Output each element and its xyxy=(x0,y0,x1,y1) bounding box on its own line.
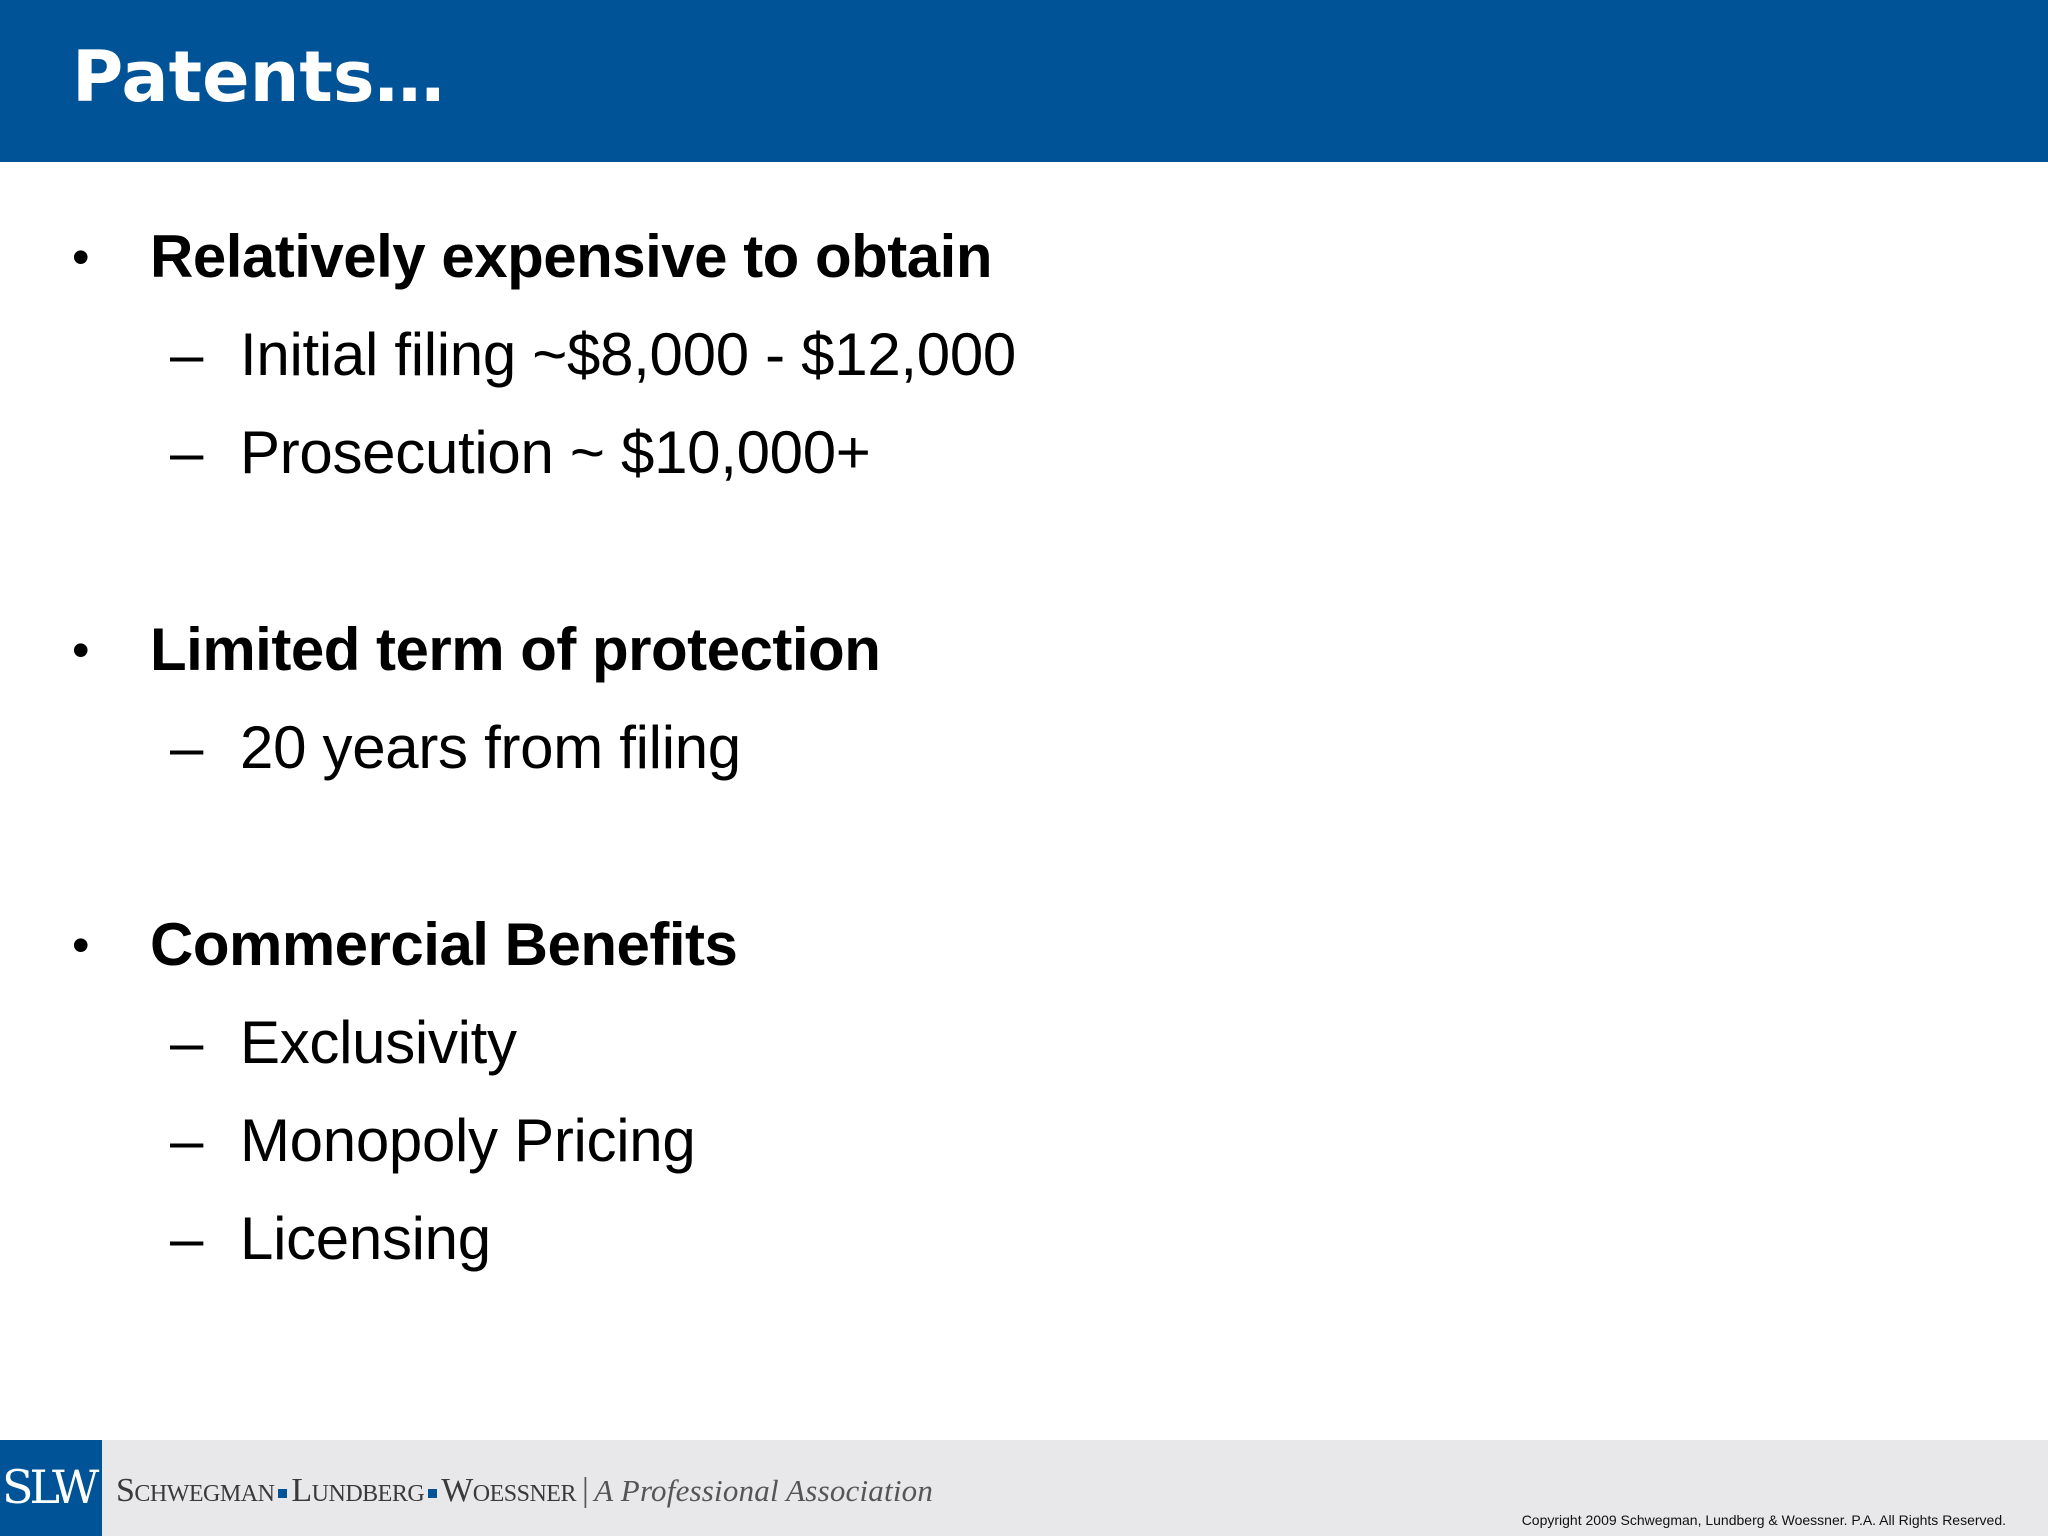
bullet-text: Relatively expensive to obtain xyxy=(150,223,992,290)
dash-marker: – xyxy=(170,1009,204,1076)
firm-name-part: Woessner xyxy=(441,1472,576,1509)
copyright-notice: Copyright 2009 Schwegman, Lundberg & Woessner. P.A. All Rights Reserved. xyxy=(1521,1512,2006,1528)
sub-bullet-text: Prosecution ~ $10,000+ xyxy=(240,419,871,486)
slide-title: Patents… xyxy=(72,36,445,118)
bullet-marker: • xyxy=(72,622,90,678)
firm-divider: | xyxy=(581,1472,589,1509)
bullet-item xyxy=(72,615,880,685)
dash-marker: – xyxy=(170,1107,204,1174)
sub-bullet-text: Initial filing ~$8,000 - $12,000 xyxy=(240,321,1016,388)
bullet-text: Limited term of protection xyxy=(150,616,881,683)
dash-marker: – xyxy=(170,714,204,781)
sub-bullet-text: 20 years from filing xyxy=(240,714,741,781)
firm-logo-text: SLW xyxy=(2,1460,96,1514)
separator-square-icon xyxy=(278,1489,287,1498)
dash-marker: – xyxy=(170,419,204,486)
firm-name xyxy=(116,1471,933,1511)
separator-square-icon xyxy=(428,1489,437,1498)
firm-name-part: Lundberg xyxy=(291,1472,425,1509)
sub-bullet-item xyxy=(170,713,741,783)
sub-bullet-item xyxy=(170,418,871,488)
sub-bullet-item xyxy=(170,1106,695,1176)
sub-bullet-text: Licensing xyxy=(240,1205,491,1272)
sub-bullet-item xyxy=(170,1008,517,1078)
sub-bullet-item xyxy=(170,1204,491,1274)
bullet-item xyxy=(72,910,737,980)
bullet-marker: • xyxy=(72,229,90,285)
bullet-marker: • xyxy=(72,917,90,973)
firm-tagline: A Professional Association xyxy=(594,1473,934,1508)
dash-marker: – xyxy=(170,321,204,388)
sub-bullet-text: Exclusivity xyxy=(240,1009,517,1076)
sub-bullet-text: Monopoly Pricing xyxy=(240,1107,696,1174)
bullet-text: Commercial Benefits xyxy=(150,911,738,978)
sub-bullet-item xyxy=(170,320,1016,390)
dash-marker: – xyxy=(170,1205,204,1272)
firm-name-part: Schwegman xyxy=(116,1472,275,1509)
bullet-item xyxy=(72,222,992,292)
